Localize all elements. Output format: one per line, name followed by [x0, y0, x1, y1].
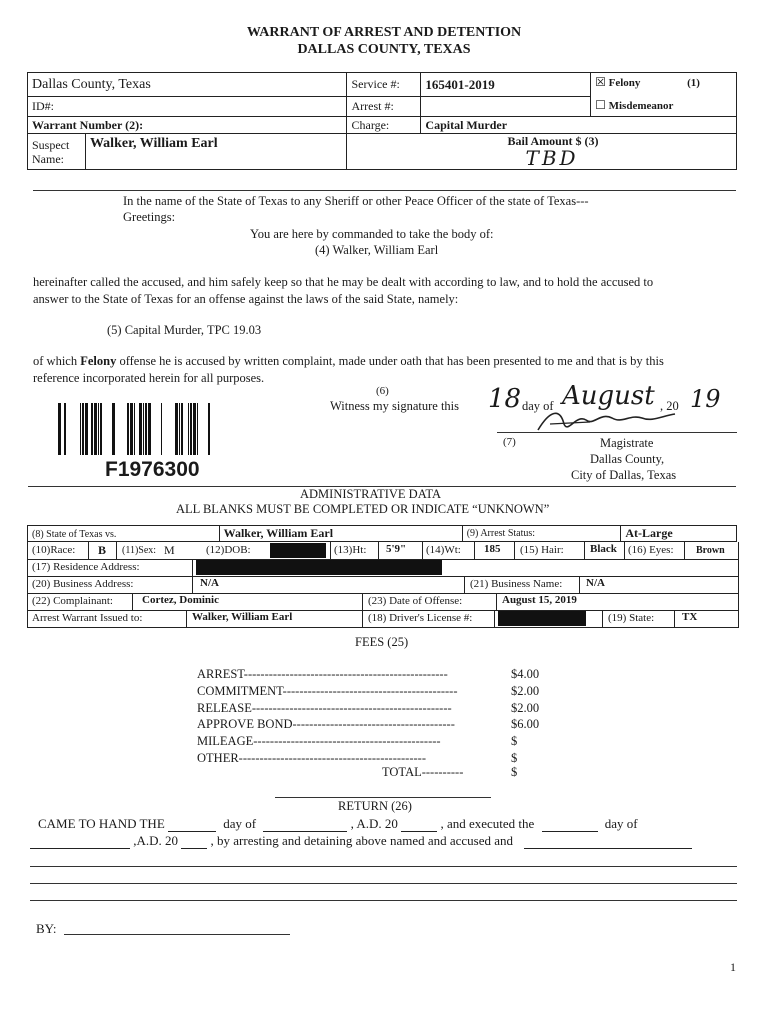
eyes-value: Brown	[696, 545, 725, 556]
admin-row-4	[27, 576, 739, 594]
witness-text: Witness my signature this	[330, 399, 459, 413]
magistrate-city: City of Dallas, Texas	[571, 468, 677, 482]
business-name-value: N/A	[586, 577, 605, 589]
day-of-text-2: day of	[604, 816, 638, 831]
magistrate-number: (7)	[503, 436, 516, 448]
barcode-bar	[64, 403, 66, 455]
ad-20-text: , A.D. 20	[350, 816, 398, 831]
bail-cell	[347, 134, 737, 170]
barcode-bar	[85, 403, 88, 455]
magistrate-county: Dallas County,	[590, 452, 665, 466]
offense-date-label: (23) Date of Offense:	[368, 595, 463, 607]
accused-name: (4) Walker, William Earl	[315, 243, 439, 257]
paragraph-line	[33, 354, 664, 369]
barcode-bar	[58, 403, 61, 455]
barcode-bar	[100, 403, 102, 455]
weight-label: (14)Wt:	[426, 544, 461, 556]
barcode-bar	[94, 403, 97, 455]
fee-total-label: TOTAL----------	[382, 765, 464, 779]
signature-line	[497, 432, 737, 433]
fee-item-amount: $2.00	[511, 683, 540, 698]
business-address-label: (20) Business Address:	[32, 578, 134, 590]
warrant-info-table	[27, 72, 737, 170]
barcode-bar	[161, 403, 162, 455]
issued-to-label: Arrest Warrant Issued to:	[32, 612, 143, 624]
felony-checkbox[interactable]: ☒	[595, 75, 606, 89]
bail-label: Bail Amount $ (3)	[507, 134, 599, 148]
paragraph-line: reference incorporated herein for all purposes.	[33, 371, 265, 385]
return-title: RETURN (26)	[338, 799, 412, 813]
bail-handwritten: TBD	[525, 146, 579, 170]
fee-item-amount: $2.00	[511, 700, 540, 715]
fee-item-amount: $6.00	[511, 717, 540, 732]
witness-year-handwritten: 19	[690, 385, 721, 413]
return-notes-field[interactable]	[524, 836, 692, 849]
arrest-number-value	[421, 97, 591, 117]
return-line-1	[38, 816, 638, 832]
race-label: (10)Race:	[32, 544, 76, 556]
executed-text: , and executed the	[440, 816, 535, 831]
paragraph-text: offense he is accused by written complaint, made under oath that has been presented to me and that is by this	[116, 354, 664, 368]
witness-number: (6)	[376, 385, 389, 397]
barcode-bar	[193, 403, 196, 455]
fee-item-label: APPROVE BOND---------------------------------------	[197, 717, 455, 732]
hair-value: Black	[590, 543, 617, 555]
barcode-bar	[82, 403, 84, 455]
fee-total-amount: $	[511, 765, 518, 779]
return-notes-line[interactable]	[30, 883, 737, 884]
offense-date-value: August 15, 2019	[502, 594, 577, 606]
admin-row-6	[27, 610, 739, 628]
felony-label: Felony	[608, 77, 641, 89]
arrest-status-value: At-Large	[621, 526, 737, 542]
offense-class-cell	[591, 73, 737, 117]
barcode-bar	[181, 403, 183, 455]
return-notes-line[interactable]	[30, 866, 737, 867]
county-cell: Dallas County, Texas	[28, 73, 347, 97]
dl-state-value: TX	[682, 611, 698, 623]
return-notes-line[interactable]	[30, 900, 737, 901]
barcode-bar	[130, 403, 133, 455]
drivers-license-label: (18) Driver's License #:	[368, 612, 473, 624]
barcode-bar	[175, 403, 178, 455]
height-label: (13)Ht:	[334, 544, 367, 556]
redacted-dob	[270, 543, 326, 558]
fee-item-label: COMMITMENT------------------------------------------	[197, 683, 458, 698]
barcode-bar	[143, 403, 144, 455]
by-arresting-text: , by arresting and detaining above named and accused and	[210, 833, 514, 848]
admin-title: ADMINISTRATIVE DATA	[300, 487, 442, 501]
fees-title: FEES (25)	[355, 635, 409, 649]
divider	[275, 797, 491, 798]
complainant-value: Cortez, Dominic	[142, 594, 219, 606]
executed-month-field[interactable]	[30, 836, 130, 849]
admin-row-5	[27, 593, 739, 611]
magistrate-title: Magistrate	[600, 436, 654, 450]
barcode-bar	[91, 403, 93, 455]
race-value: B	[98, 543, 107, 557]
admin-row-2	[27, 542, 739, 560]
executed-year-field[interactable]	[181, 836, 207, 849]
barcode-bar	[197, 403, 198, 455]
fee-item-label: RELEASE------------------------------------------------	[197, 700, 452, 715]
barcode-bar	[139, 403, 142, 455]
suspect-label-line2: Name:	[32, 151, 64, 166]
barcode-bar	[208, 403, 210, 455]
came-to-hand-day-field[interactable]	[168, 819, 216, 832]
ad-20-text-2: ,A.D. 20	[133, 833, 179, 848]
barcode-bar	[145, 403, 147, 455]
business-address-value: N/A	[200, 577, 219, 589]
fee-item-label: MILEAGE---------------------------------------------	[197, 734, 441, 749]
id-label: ID#:	[28, 97, 347, 117]
eyes-label: (16) Eyes:	[628, 544, 674, 556]
service-label: Service #:	[347, 73, 421, 97]
misdemeanor-label: Misdemeanor	[608, 100, 674, 112]
greeting-label: Greetings:	[123, 210, 176, 224]
barcode-number: F1976300	[105, 458, 200, 481]
witness-day-of: day of	[522, 399, 554, 413]
redacted-residence	[196, 560, 442, 575]
hair-label: (15) Hair:	[520, 544, 564, 556]
weight-value: 185	[484, 543, 501, 555]
arrest-status-label: (9) Arrest Status:	[462, 526, 621, 542]
executed-day-field[interactable]	[542, 819, 598, 832]
barcode	[58, 403, 222, 457]
barcode-bar	[112, 403, 115, 455]
admin-row-3	[27, 559, 739, 577]
document-subtitle: DALLAS COUNTY, TEXAS	[297, 42, 471, 57]
day-of-text: day of	[223, 816, 257, 831]
divider	[33, 190, 736, 191]
fee-item-label: OTHER---------------------------------------------	[197, 751, 426, 765]
page-number: 1	[730, 960, 736, 974]
suspect-label-line1: Suspect	[32, 137, 70, 152]
barcode-bar	[188, 403, 189, 455]
paragraph-line: hereinafter called the accused, and him safely keep so that he may be dealt with according to law, and to hold the accused to	[33, 275, 654, 289]
admin-data-table	[27, 525, 737, 542]
barcode-bar	[179, 403, 180, 455]
witness-year-prefix: , 20	[660, 399, 679, 413]
fee-item-amount: $	[511, 734, 518, 749]
arrest-number-label: Arrest #:	[347, 97, 421, 117]
barcode-bar	[134, 403, 135, 455]
dl-state-label: (19) State:	[608, 612, 655, 624]
state-vs-value: Walker, William Earl	[219, 526, 462, 542]
greeting-line: In the name of the State of Texas to any Sheriff or other Peace Officer of the state of Texas---	[123, 194, 589, 208]
barcode-bar	[80, 403, 81, 455]
fee-item-amount: $4.00	[511, 667, 540, 681]
came-to-hand-month-field[interactable]	[263, 819, 347, 832]
suspect-name: Walker, William Earl	[85, 134, 347, 170]
suspect-label-cell	[28, 134, 86, 170]
return-line-2	[30, 833, 692, 849]
barcode-bar	[148, 403, 151, 455]
charge-label: Charge:	[347, 117, 421, 134]
sex-value: M	[164, 543, 175, 557]
felony-number: (1)	[687, 77, 700, 89]
offense-description: (5) Capital Murder, TPC 19.03	[107, 323, 262, 337]
complainant-label: (22) Complainant:	[32, 595, 113, 607]
barcode-bar	[127, 403, 129, 455]
issued-to-value: Walker, William Earl	[192, 611, 293, 623]
business-name-label: (21) Business Name:	[470, 578, 563, 590]
came-to-hand-year-field[interactable]	[401, 819, 437, 832]
fee-item-label: ARREST-------------------------------------------------	[197, 667, 448, 681]
charge-value: Capital Murder	[421, 117, 737, 134]
witness-month-handwritten: August	[562, 381, 655, 411]
residence-label: (17) Residence Address:	[32, 561, 140, 573]
document-title: WARRANT OF ARREST AND DETENTION	[246, 25, 522, 40]
admin-subtitle: ALL BLANKS MUST BE COMPLETED OR INDICATE “UNKNOWN”	[176, 502, 550, 516]
paragraph-line: answer to the State of Texas for an offense against the laws of the said State, namely:	[33, 292, 459, 306]
by-label: BY:	[36, 921, 57, 936]
height-value: 5'9"	[386, 543, 407, 555]
commanded-text: You are here by commanded to take the body of:	[250, 227, 494, 241]
state-vs-label: (8) State of Texas vs.	[32, 529, 117, 540]
offense-class-text: Felony	[80, 354, 117, 368]
by-signature-field[interactable]	[64, 934, 290, 935]
admin-row-1	[28, 526, 220, 542]
dob-label: (12)DOB:	[206, 544, 251, 556]
barcode-bar	[98, 403, 99, 455]
redacted-license	[498, 611, 586, 626]
barcode-bar	[190, 403, 192, 455]
fee-item-amount: $	[511, 751, 518, 765]
paragraph-text: of which	[33, 354, 81, 368]
sex-label: (11)Sex:	[122, 545, 157, 556]
witness-day-handwritten: 18	[488, 384, 522, 414]
came-to-hand-text: CAME TO HAND THE	[38, 816, 165, 831]
misdemeanor-checkbox[interactable]: ☐	[595, 98, 606, 112]
warrant-number-label: Warrant Number (2):	[28, 117, 347, 134]
service-number: 165401-2019	[421, 73, 591, 97]
